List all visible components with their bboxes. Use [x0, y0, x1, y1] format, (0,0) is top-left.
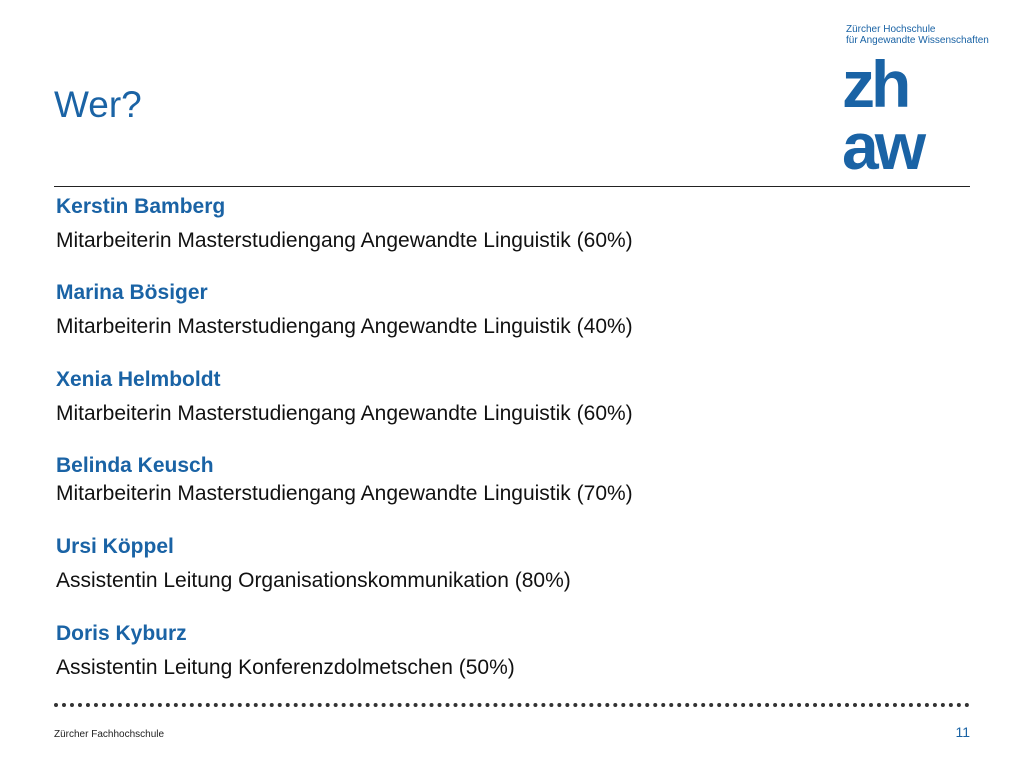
title-divider — [54, 186, 970, 187]
person-entry — [56, 622, 515, 680]
person-entry — [56, 195, 633, 253]
person-role: Mitarbeiterin Masterstudiengang Angewandte Linguistik (70%) — [56, 482, 633, 505]
slide-title: Wer? — [54, 84, 142, 125]
person-name: Kerstin Bamberg — [56, 195, 226, 218]
person-name: Xenia Helmboldt — [56, 368, 221, 391]
zhaw-logo — [842, 55, 954, 175]
person-name: Marina Bösiger — [56, 281, 208, 304]
svg-text:aw: aw — [842, 109, 923, 175]
person-entry — [56, 535, 571, 593]
logo-subtitle — [846, 24, 989, 46]
footer-divider — [54, 703, 970, 707]
logo-subtitle-line1: Zürcher Hochschule — [846, 24, 936, 35]
footer-institution: Zürcher Fachhochschule — [54, 729, 165, 740]
person-role: Assistentin Leitung Organisationskommunikation (80%) — [56, 569, 571, 592]
person-role: Assistentin Leitung Konferenzdolmetschen (50%) — [56, 656, 515, 679]
person-role: Mitarbeiterin Masterstudiengang Angewandte Linguistik (60%) — [56, 402, 633, 425]
person-name: Doris Kyburz — [56, 622, 187, 645]
svg-text:zh: zh — [842, 55, 908, 121]
page-number: 11 — [955, 724, 970, 740]
person-entry — [56, 454, 633, 506]
person-role: Mitarbeiterin Masterstudiengang Angewandte Linguistik (60%) — [56, 229, 633, 252]
person-entry — [56, 368, 633, 426]
logo-subtitle-line2: für Angewandte Wissenschaften — [846, 35, 989, 46]
person-name: Belinda Keusch — [56, 454, 214, 477]
person-entry — [56, 281, 633, 339]
person-name: Ursi Köppel — [56, 535, 174, 558]
person-role: Mitarbeiterin Masterstudiengang Angewandte Linguistik (40%) — [56, 315, 633, 338]
